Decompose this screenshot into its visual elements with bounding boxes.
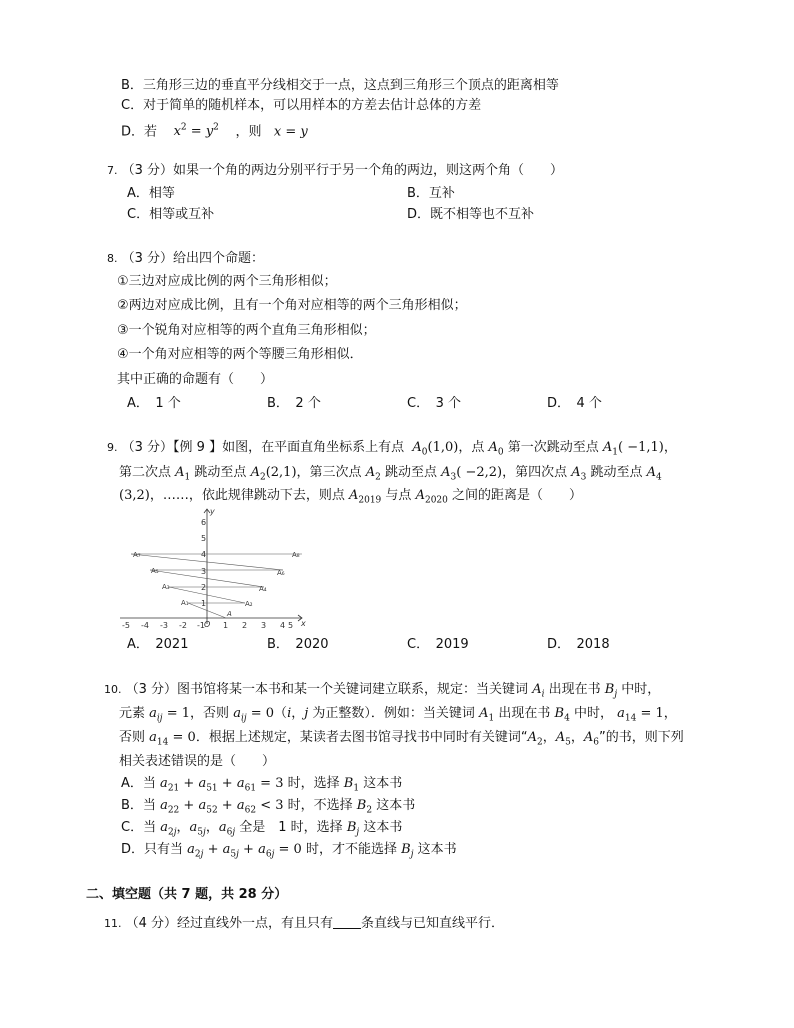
q10-line-4: 相关表述错误的是（ ） [119,754,276,769]
y-tick-label: 1 [201,599,207,608]
q9-text-3: 第一次跳动至点 [507,440,599,455]
q10-a-end: 这本书 [363,776,403,791]
q9-coordinate-figure [118,506,308,630]
q8-option-a: A． 1 个 [127,396,181,411]
y-tick-label: 4 [201,550,207,559]
x-tick-label: -4 [141,621,149,630]
x-tick-label: -1 [197,621,205,630]
q9-number: 9. [107,441,118,454]
q9-line-1: 9. （3 分）【例 9 】如图，在平面直角坐标系上有点 $A_0(1,0)$，点 $A_0$ 第一次跳动至点 $A_1( -1,1)$， [107,440,677,458]
answer-blank[interactable] [333,916,361,929]
point-label-a4: A₄ [259,585,267,593]
q8-number: 8. [107,252,118,265]
q10-d-pre: D．只有当 [121,842,184,857]
q10-line-2: 元素 $a_{ij} = 1$，否则 $a_{ij} = 0(i$，j 为正整数）．例如：当关键词 $A_1$ 出现在书 $B_4$ 中时， $a_{14} = 1$， [119,706,677,724]
q9-text-9: 与点 [385,488,412,503]
q8-proposition-2: ②两边对应成比例，且有一个角对应相等的两个三角形相似； [117,298,467,313]
y-tick-label: 3 [201,567,207,576]
q10-d-post: 时，才不能选择 [305,842,397,857]
q9-text-7: ，第四次点 [502,465,568,480]
q8-ask: 其中正确的命题有（ ） [117,372,274,387]
q8-proposition-1: ①三边对应成比例的两个三角形相似； [117,274,337,289]
q11-stem [104,915,504,933]
q9-line-3: (3,2)，……，依此规律跳动下去，则点 $A_{2019}$ 与点 $A_{2020}$ 之间的距离是（ ） [119,488,583,506]
section-title: 二、填空题（共 7 题，共 28 分） [86,887,288,902]
q9-text-5: 跳动至点 [194,465,247,480]
q10-c-post: 全是 1 时，选择 [239,820,343,835]
q10-text-7: 出现在书 [498,706,551,721]
q10-option-c: C．当 $a_{2j}$，$a_{5j}$，$a_{6j}$ 全是 1 时，选择 $B_j$ 这本书 [121,820,403,838]
q10-line-3: 否则 $a_{14} = 0$．根据上述规定，某读者去图书馆寻找书中同时有关键词“$A_2$，$A_5$，$A_6$”的书，则下列 [119,730,684,748]
q9-option-a: A． 2021 [127,637,189,652]
q10-text-11: ”的书，则下列 [598,730,684,745]
y-axis-label: y [210,507,215,516]
x-tick-label: 2 [242,621,248,630]
point-label-a7: A₇ [133,551,141,559]
q7-option-d: D．既不相等也不互补 [407,207,535,222]
q9-line-2: 第二次点 $A_1$ 跳动至点 $A_2(2,1)$，第三次点 $A_2$ 跳动至点 $A_3( -2,2)$，第四次点 $A_3$ 跳动至点 $A_4$ [119,465,662,483]
q6-option-d: D．若 $x^2 = y^2$ ，则 x = y [121,123,308,140]
q9-text-2: ，点 [458,440,485,455]
point-label-a8: A₈ [292,551,300,559]
y-tick-label: 2 [201,583,207,592]
point-label-a3: A₃ [162,583,170,591]
q9-text-4: 第二次点 [119,465,172,480]
x-tick-label: 1 [223,621,229,630]
q8-stem [107,250,264,268]
point-label-a1: A₁ [181,599,189,607]
point-label-a2: A₂ [245,600,253,608]
q7-text: （3 分）如果一个角的两边分别平行于另一个角的两边，则这两个角（ ） [121,163,564,178]
q10-a-post: 时，选择 [287,776,340,791]
q10-option-b: B．当 $a_{22} + a_{52} + a_{62} < 3$ 时，不选择 $B_2$ 这本书 [121,798,416,816]
q8-option-b: B． 2 个 [267,396,321,411]
q11-text-1: （4 分）经过直线外一点，有且只有 [125,916,334,931]
x-tick-label: -2 [179,621,187,630]
q10-text-8: 中时， [573,706,613,721]
q10-c-pre: C．当 [121,820,157,835]
q11-number: 11. [104,917,122,930]
q10-text-5: ，否则 [190,706,230,721]
q8-option-d: D． 4 个 [547,396,602,411]
q10-number: 10. [104,683,122,696]
x-tick-label: 5 [288,621,294,630]
q8-option-c: C． 3 个 [407,396,461,411]
y-tick-label: 5 [201,534,207,543]
q6-option-c: C．对于简单的随机样本，可以用样本的方差去估计总体的方差 [121,98,482,113]
q7-option-c: C．相等或互补 [127,207,215,222]
q10-d-end: 这本书 [417,842,457,857]
q10-b-pre: B．当 [121,798,156,813]
q10-b-post: 时，不选择 [287,798,353,813]
q7-number: 7. [107,164,118,177]
x-tick-label: 3 [261,621,267,630]
x-tick-label: -3 [160,621,168,630]
q10-text-3: 中时， [621,682,661,697]
q10-option-a: A．当 $a_{21} + a_{51} + a_{61} = 3$ 时，选择 $B_1$ 这本书 [121,776,403,794]
q10-line-1: 10. （3 分）图书馆将某一本书和某一个关键词建立联系，规定：当关键词 $A_i$ 出现在书 $B_j$ 中时， [104,682,661,700]
q8-proposition-4: ④一个角对应相等的两个等腰三角形相似． [117,347,363,362]
point-label-a5: A₅ [151,567,159,575]
jump-path [131,554,302,618]
q9-text-6: ，第三次点 [296,465,362,480]
point-label-a6: A₆ [277,569,285,577]
q10-a-pre: A．当 [121,776,156,791]
point-label-a: A [227,610,232,618]
q6-d-prefix: D．若 [121,124,158,140]
x-tick-label: 4 [280,621,286,630]
q9-option-c: C． 2019 [407,637,469,652]
q10-text-9: 否则 [119,730,146,745]
q9-option-b: B． 2020 [267,637,329,652]
q9-text-10: 之间的距离是（ ） [452,488,583,503]
q10-text-4: 元素 [119,706,146,721]
q7-option-a: A．相等 [127,186,175,201]
q10-b-end: 这本书 [376,798,416,813]
q9-text-1: （3 分）【例 9 】如图，在平面直角坐标系上有点 [121,440,405,455]
q6-d-mid: ，则 [235,124,262,140]
q6-option-b: B．三角形三边的垂直平分线相交于一点，这点到三角形三个顶点的距离相等 [121,78,559,93]
q7-option-b: B．互补 [407,186,455,201]
x-tick-label: -5 [122,621,130,630]
q8-proposition-3: ③一个锐角对应相等的两个直角三角形相似； [117,323,376,338]
y-tick-label: 6 [201,518,207,527]
q10-text-6: 为正整数）．例如：当关键词 [312,706,475,721]
q8-text: （3 分）给出四个命题： [121,251,265,266]
q11-text-2: 条直线与已知直线平行． [361,916,505,931]
q9-option-d: D． 2018 [547,637,610,652]
q7-stem [107,162,563,180]
x-axis-label: x [301,619,306,628]
q10-text-1: （3 分）图书馆将某一本书和某一个关键词建立联系，规定：当关键词 [125,682,529,697]
origin-label: O [204,620,211,629]
q10-option-d: D．只有当 $a_{2j} + a_{5j} + a_{6j} = 0$ 时，才不能选择 $B_j$ 这本书 [121,842,457,860]
q10-text-10: ．根据上述规定，某读者去图书馆寻找书中同时有关键词“ [195,730,528,745]
q9-text-8: ，……，依此规律跳动下去，则点 [149,488,345,503]
q10-text-2: 出现在书 [548,682,601,697]
q10-c-end: 这本书 [363,820,403,835]
